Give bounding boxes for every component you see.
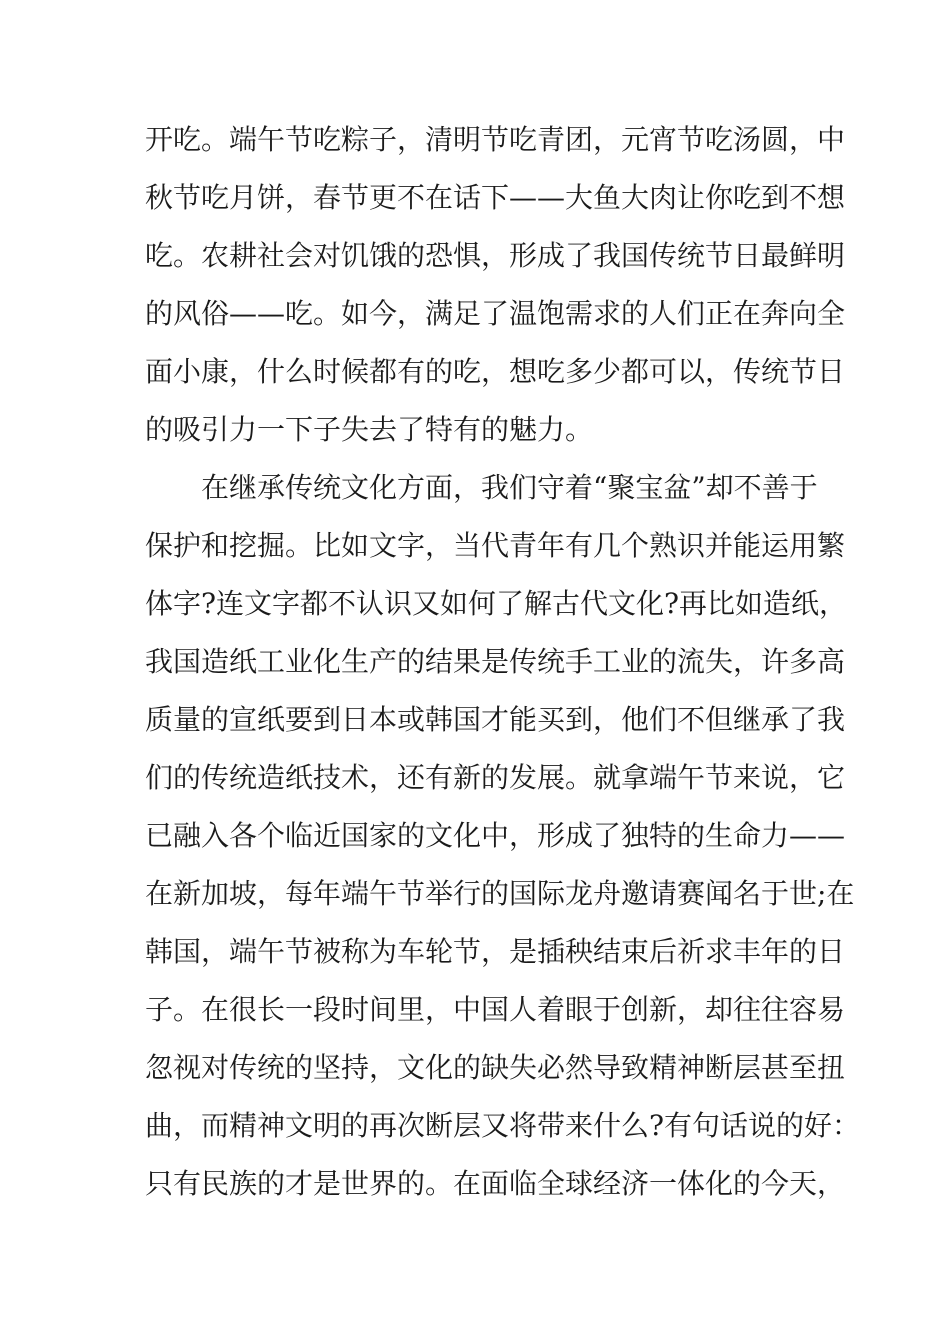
paragraph-1-line-5: 面小康，什么时候都有的吃，想吃多少都可以，传统节日 — [145, 355, 846, 388]
paragraph-2-line-10: 子。在很长一段时间里，中国人着眼于创新，却往往容易 — [145, 993, 846, 1026]
paragraph-2-line-9: 韩国，端午节被称为车轮节，是插秧结束后祈求丰年的日 — [145, 935, 846, 968]
paragraph-2-line-13: 只有民族的才是世界的。在面临全球经济一体化的今天， — [145, 1167, 846, 1200]
paragraph-1-line-3: 吃。农耕社会对饥饿的恐惧，形成了我国传统节日最鲜明 — [145, 239, 846, 272]
paragraph-1-line-4: 的风俗——吃。如今，满足了温饱需求的人们正在奔向全 — [145, 297, 846, 330]
paragraph-2-line-1: 在继承传统文化方面，我们守着“聚宝盆”却不善于 — [145, 471, 818, 504]
paragraph-1-line-1: 开吃。端午节吃粽子，清明节吃青团，元宵节吃汤圆，中 — [145, 123, 846, 156]
paragraph-2-line-5: 质量的宣纸要到日本或韩国才能买到，他们不但继承了我 — [145, 703, 846, 736]
paragraph-1-line-6: 的吸引力一下子失去了特有的魅力。 — [145, 413, 594, 446]
paragraph-2-line-12: 曲，而精神文明的再次断层又将带来什么?有句话说的好： — [145, 1109, 861, 1142]
paragraph-2-line-3: 体字?连文字都不认识又如何了解古代文化?再比如造纸， — [145, 587, 848, 620]
paragraph-2-line-11: 忽视对传统的坚持，文化的缺失必然导致精神断层甚至扭 — [145, 1051, 846, 1084]
paragraph-2-line-7: 已融入各个临近国家的文化中，形成了独特的生命力—— — [145, 819, 846, 852]
paragraph-1-line-2: 秋节吃月饼，春节更不在话下——大鱼大肉让你吃到不想 — [145, 181, 846, 214]
paragraph-2-line-8: 在新加坡，每年端午节举行的国际龙舟邀请赛闻名于世;在 — [145, 877, 855, 910]
paragraph-2-line-6: 们的传统造纸技术，还有新的发展。就拿端午节来说，它 — [145, 761, 846, 794]
paragraph-2-line-4: 我国造纸工业化生产的结果是传统手工业的流失，许多高 — [145, 645, 846, 678]
paragraph-2-line-2: 保护和挖掘。比如文字，当代青年有几个熟识并能运用繁 — [145, 529, 846, 562]
